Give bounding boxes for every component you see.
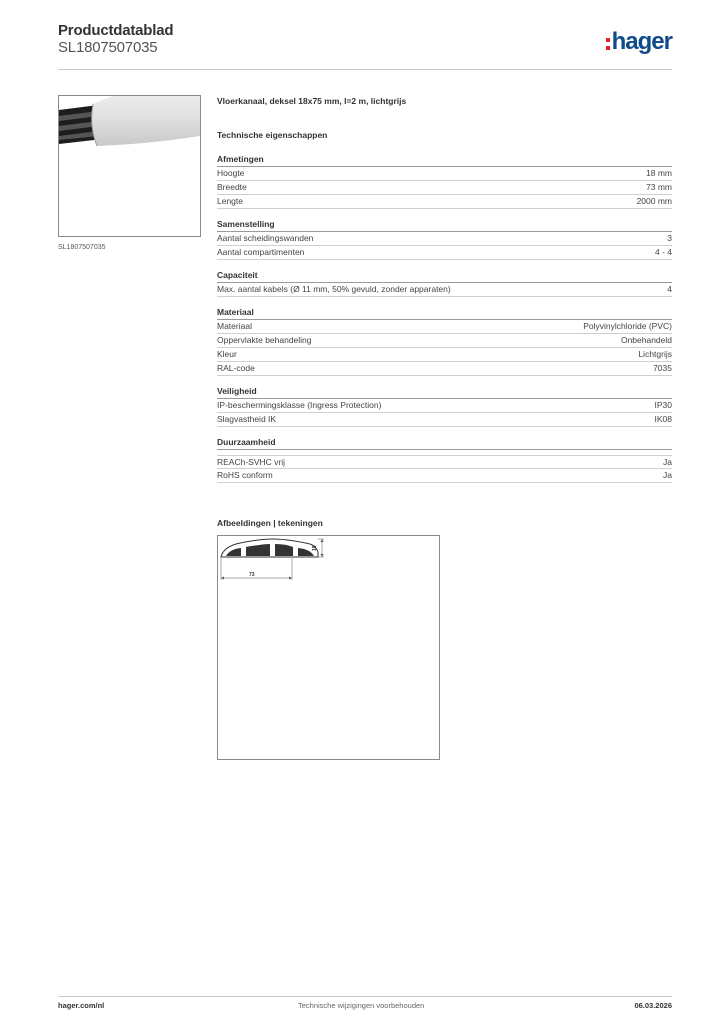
section-title: Afmetingen bbox=[217, 154, 672, 167]
product-description: Vloerkanaal, deksel 18x75 mm, l=2 m, lichtgrijs bbox=[217, 96, 407, 106]
photo-caption: SL1807507035 bbox=[58, 244, 106, 251]
logo-text: hager bbox=[611, 28, 672, 55]
spec-row: Hoogte 18 mm bbox=[217, 167, 672, 181]
section-samenstelling bbox=[217, 219, 672, 260]
spec-row: RAL-code 7035 bbox=[217, 362, 672, 376]
spec-row: Materiaal Polyvinylchloride (PVC) bbox=[217, 320, 672, 334]
section-title: Duurzaamheid bbox=[217, 437, 672, 450]
section-title: Samenstelling bbox=[217, 219, 672, 232]
spec-row: REACh-SVHC vrij Ja bbox=[217, 457, 672, 467]
section-title: Veiligheid bbox=[217, 386, 672, 399]
tech-properties-heading: Technische eigenschappen bbox=[217, 130, 328, 140]
dimension-width-label: 73 bbox=[249, 572, 255, 578]
spec-row: RoHS conform Ja bbox=[217, 469, 672, 483]
spec-row: IP-beschermingsklasse (Ingress Protection) IP30 bbox=[217, 399, 672, 413]
section-veiligheid bbox=[217, 386, 672, 427]
page-footer bbox=[58, 996, 672, 1012]
document-title: Productdatablad bbox=[58, 22, 174, 39]
spec-content bbox=[217, 96, 672, 483]
section-title: Materiaal bbox=[217, 307, 672, 320]
spec-row: Max. aantal kabels (Ø 11 mm, 50% gevuld, zonder apparaten) 4 bbox=[217, 283, 672, 297]
product-photo bbox=[58, 95, 201, 237]
footer-date: 06.03.2026 bbox=[634, 1001, 672, 1010]
page-header bbox=[58, 22, 672, 70]
spec-row: Aantal compartimenten 4 - 4 bbox=[217, 246, 672, 260]
footer-website[interactable]: hager.com/nl bbox=[58, 1001, 105, 1010]
spec-row: Breedte 73 mm bbox=[217, 181, 672, 195]
spec-row: Slagvastheid IK IK08 bbox=[217, 413, 672, 427]
spec-row: Aantal scheidingswanden 3 bbox=[217, 232, 672, 246]
cross-section-drawing bbox=[218, 536, 439, 759]
cable-duct-image bbox=[59, 96, 200, 236]
spec-row: Oppervlakte behandeling Onbehandeld bbox=[217, 334, 672, 348]
product-code: SL1807507035 bbox=[58, 39, 158, 56]
footer-disclaimer: Technische wijzigingen voorbehouden bbox=[298, 1001, 425, 1010]
spec-row: Lengte 2000 mm bbox=[217, 195, 672, 209]
hager-logo bbox=[606, 28, 672, 56]
spec-row: Kleur Lichtgrijs bbox=[217, 348, 672, 362]
technical-drawing bbox=[217, 535, 440, 760]
section-duurzaamheid bbox=[217, 437, 672, 483]
logo-colon-icon bbox=[606, 35, 610, 53]
section-capaciteit bbox=[217, 270, 672, 297]
section-title: Capaciteit bbox=[217, 270, 672, 283]
dimension-height-label: 18 bbox=[312, 545, 318, 551]
section-materiaal bbox=[217, 307, 672, 376]
section-afmetingen bbox=[217, 154, 672, 209]
drawings-heading: Afbeeldingen | tekeningen bbox=[217, 518, 323, 528]
